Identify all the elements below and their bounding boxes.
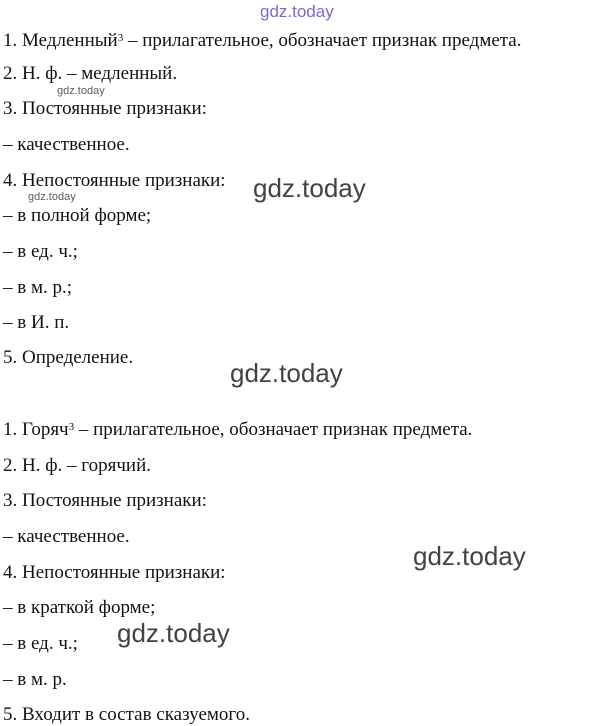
block1-word: 1. Медленный (3, 30, 118, 51)
block2-definition: – прилагательное, обозначает признак предмета. (74, 419, 473, 440)
watermark-big-3: gdz.today (413, 541, 526, 571)
block2-line-5: 4. Непостоянные признаки: (3, 562, 226, 583)
block2-line-9: 5. Входит в состав сказуемого. (3, 704, 250, 725)
watermark-small-2: gdz.today (28, 191, 76, 203)
block2-line-3: 3. Постоянные признаки: (3, 490, 207, 511)
watermark-big-1: gdz.today (253, 173, 366, 203)
block2-line-6: – в краткой форме; (3, 597, 156, 618)
block1-line-10: 5. Определение. (3, 347, 134, 368)
block2-line-8: – в м. р. (3, 669, 67, 690)
block1-line-7: – в ед. ч.; (3, 241, 78, 262)
watermark-big-2: gdz.today (230, 358, 343, 388)
block1-line-8: – в м. р.; (3, 277, 73, 298)
block2-line-2: 2. Н. ф. – горячий. (3, 455, 151, 476)
block1-line-6: – в полной форме; (3, 205, 152, 226)
block1-line-1 (3, 30, 522, 52)
block2-footnote-mark: 3 (68, 421, 75, 433)
block1-line-2: 2. Н. ф. – медленный. (3, 63, 178, 84)
block1-line-4: – качественное. (3, 134, 130, 155)
block2-line-7: – в ед. ч.; (3, 633, 78, 654)
block1-footnote-mark: 3 (117, 32, 124, 44)
block1-line-9: – в И. п. (3, 312, 70, 333)
block2-line-4: – качественное. (3, 526, 130, 547)
block1-line-5: 4. Непостоянные признаки: (3, 170, 226, 191)
block2-word: 1. Горяч (3, 419, 69, 440)
block1-definition: – прилагательное, обозначает признак предмета. (123, 30, 522, 51)
watermark-small-1: gdz.today (57, 85, 105, 97)
block1-line-3: 3. Постоянные признаки: (3, 98, 207, 119)
watermark-top: gdz.today (260, 2, 334, 21)
watermark-big-4: gdz.today (117, 618, 230, 648)
block2-line-1 (3, 419, 472, 441)
